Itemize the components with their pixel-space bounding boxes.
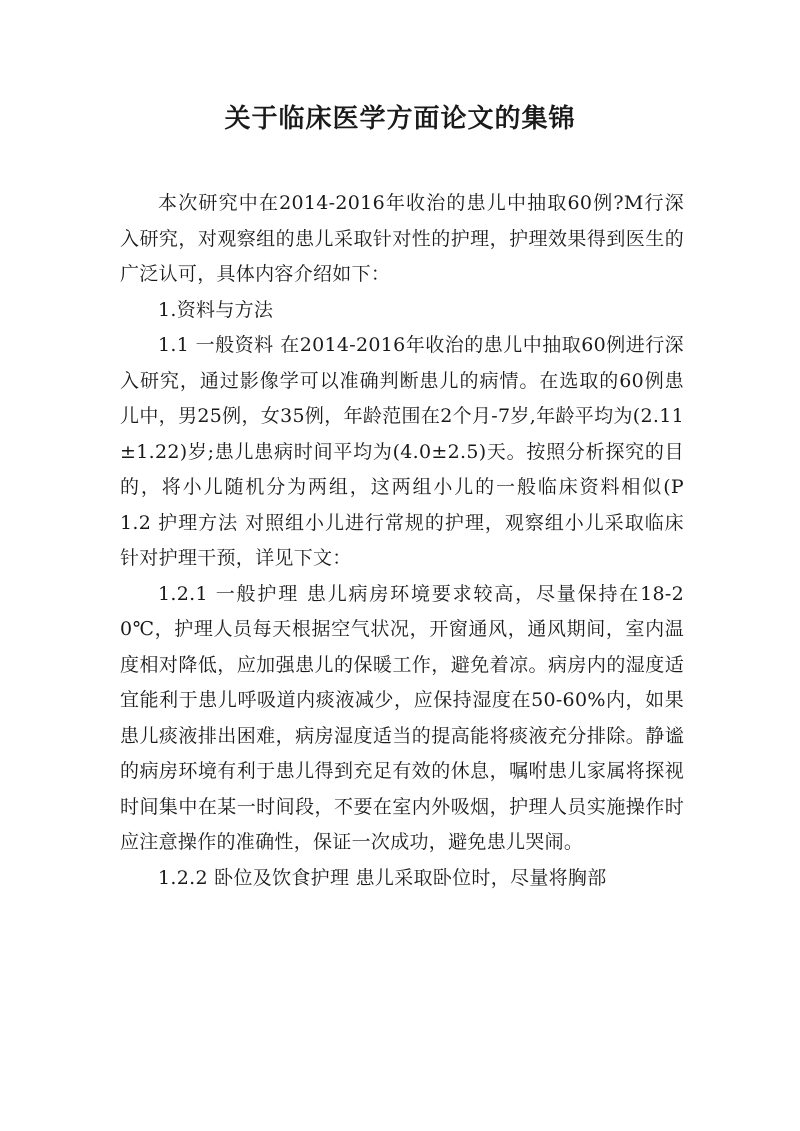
general-data-paragraph: 1.1 一般资料 在2014-2016年收治的患儿中抽取60例进行深入研究，通过影像学可以准确判断患儿的病情。在选取的60例患儿中，男25例，女35例，年龄范围在2个月-7岁,年龄平均为(2.11±1.22)岁;患儿患病时间平均为(4.0±2.5)天。按照分析探究的目的，将小儿随机分为两组，这两组小儿的一般临床资料相似(P 1.2 护理方法 对照组小儿进行常规的护理，观察组小儿采取临床针对护理干预，详见下文： [120, 334, 723, 569]
intro-paragraph: 本次研究中在2014-2016年收治的患儿中抽取60例?M行深入研究，对观察组的患儿采取针对性的护理，护理效果得到医生的广泛认可，具体内容介绍如下： [120, 192, 684, 285]
document-body [120, 186, 723, 896]
section-heading-materials-methods: 1.资料与方法 [158, 298, 274, 321]
position-diet-nursing-paragraph: 1.2.2 卧位及饮食护理 患儿采取卧位时，尽量将胸部 [158, 866, 607, 889]
document-title: 关于临床医学方面论文的集锦 [224, 104, 576, 134]
general-nursing-paragraph: 1.2.1 一般护理 患儿病房环境要求较高，尽量保持在18-20℃，护理人员每天根据空气状况，开窗通风，通风期间，室内温度相对降低，应加强患儿的保暖工作，避免着凉。病房内的湿度适宜能利于患儿呼吸道内痰液减少，应保持湿度在50-60%内，如果患儿痰液排出困难，病房湿度适当的提高能将痰液充分排除。静谧的病房环境有利于患儿得到充足有效的休息，嘱咐患儿家属将探视时间集中在某一时间段，不要在室内外吸烟，护理人员实施操作时应注意操作的准确性，保证一次成功，避免患儿哭闹。 [120, 582, 684, 853]
